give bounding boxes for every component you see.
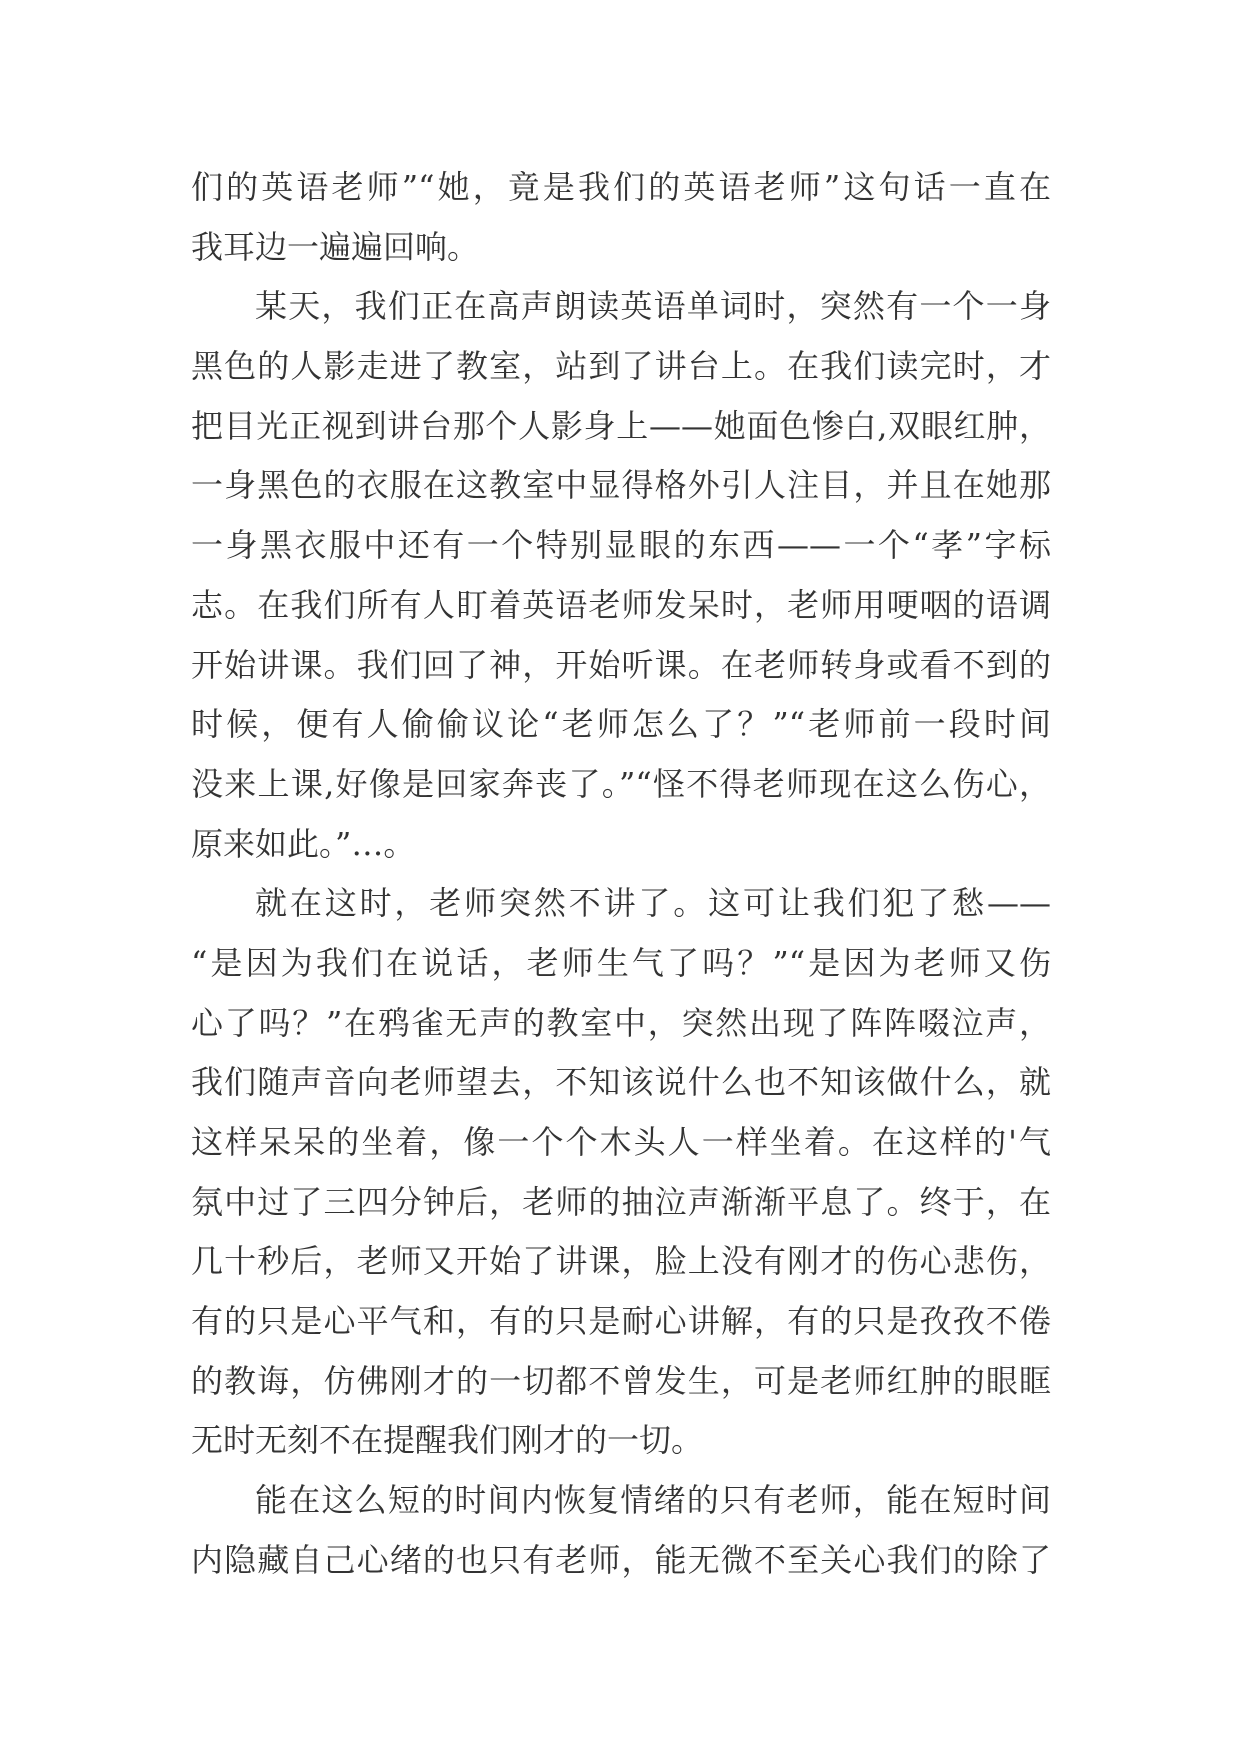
text-line: 无时无刻不在提醒我们刚才的一切。	[191, 1421, 704, 1460]
text-line: 我们随声音向老师望去，不知该说什么也不知该做什么，就	[191, 1063, 1051, 1102]
text-line: 内隐藏自己心绪的也只有老师，能无微不至关心我们的除了	[191, 1540, 1051, 1579]
text-line: 把目光正视到讲台那个人影身上——她面色惨白,双眼红肿，	[191, 406, 1051, 445]
text-line: 们的英语老师”“她，竟是我们的英语老师”这句话一直在	[191, 168, 1051, 206]
paragraph-first-line: 就在这时，老师突然不讲了。这可让我们犯了愁——	[255, 884, 1051, 923]
text-line: 时候，便有人偷偷议论“老师怎么了？”“老师前一段时间	[191, 705, 1051, 744]
text-line: 这样呆呆的坐着，像一个个木头人一样坐着。在这样的'气	[191, 1123, 1051, 1161]
text-line: 的教诲，仿佛刚才的一切都不曾发生，可是老师红肿的眼眶	[191, 1361, 1051, 1400]
body-text	[191, 158, 1051, 1591]
paragraph-first-line: 能在这么短的时间内恢复情绪的只有老师，能在短时间	[255, 1481, 1051, 1520]
text-line: 心了吗？”在鸦雀无声的教室中，突然出现了阵阵啜泣声，	[191, 1003, 1051, 1042]
text-line: 开始讲课。我们回了神，开始听课。在老师转身或看不到的	[191, 645, 1051, 684]
text-line: 黑色的人影走进了教室，站到了讲台上。在我们读完时，才	[191, 347, 1051, 386]
text-line: 没来上课,好像是回家奔丧了。”“怪不得老师现在这么伤心，	[191, 764, 1051, 803]
text-line: 一身黑色的衣服在这教室中显得格外引人注目，并且在她那	[191, 466, 1051, 505]
text-line: 原来如此。”…。	[191, 824, 416, 863]
text-line: 氛中过了三四分钟后，老师的抽泣声渐渐平息了。终于，在	[191, 1182, 1051, 1221]
text-line: 有的只是心平气和，有的只是耐心讲解，有的只是孜孜不倦	[191, 1302, 1051, 1341]
text-line: 志。在我们所有人盯着英语老师发呆时，老师用哽咽的语调	[191, 585, 1051, 624]
text-line: 一身黑衣服中还有一个特别显眼的东西——一个“孝”字标	[191, 526, 1051, 565]
text-line: 几十秒后，老师又开始了讲课，脸上没有刚才的伤心悲伤，	[191, 1242, 1051, 1281]
text-line: 我耳边一遍遍回响。	[191, 227, 480, 266]
paragraph-first-line: 某天，我们正在高声朗读英语单词时，突然有一个一身	[255, 287, 1051, 326]
text-line: “是因为我们在说话，老师生气了吗？”“是因为老师又伤	[191, 943, 1051, 982]
